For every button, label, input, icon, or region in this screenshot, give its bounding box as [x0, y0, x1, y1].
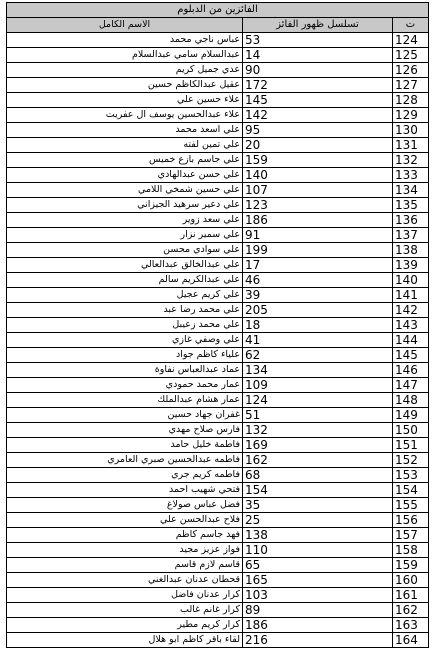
table-row: [7, 243, 429, 258]
table-row: [7, 78, 429, 93]
table-row: [7, 153, 429, 168]
table-row: [7, 288, 429, 303]
cell-full-name: علي سوادي محسن: [7, 243, 243, 258]
cell-full-name: علي تمين لفته: [7, 138, 243, 153]
cell-serial: 128: [393, 93, 429, 108]
table-header-row: [7, 18, 429, 33]
cell-appearance-order: 17: [243, 258, 393, 273]
cell-appearance-order: 65: [243, 558, 393, 573]
table-row: [7, 48, 429, 63]
cell-appearance-order: 41: [243, 333, 393, 348]
cell-serial: 126: [393, 63, 429, 78]
table-row: [7, 573, 429, 588]
table-row: [7, 168, 429, 183]
table-row: [7, 183, 429, 198]
table-row: [7, 348, 429, 363]
cell-full-name: علي اسعد محمد: [7, 123, 243, 138]
winners-table: [6, 2, 429, 648]
cell-serial: 129: [393, 108, 429, 123]
cell-full-name: علي عبدالكريم سالم: [7, 273, 243, 288]
cell-full-name: فارس صلاح مهدي: [7, 423, 243, 438]
cell-full-name: علي جاسم بازع خميس: [7, 153, 243, 168]
cell-serial: 146: [393, 363, 429, 378]
cell-appearance-order: 89: [243, 603, 393, 618]
table-row: [7, 213, 429, 228]
cell-serial: 152: [393, 453, 429, 468]
table-row: [7, 33, 429, 48]
cell-serial: 134: [393, 183, 429, 198]
cell-full-name: علي حسين شمخي اللامي: [7, 183, 243, 198]
table-row: [7, 423, 429, 438]
cell-full-name: فتحي شهيب احمد: [7, 483, 243, 498]
cell-serial: 148: [393, 393, 429, 408]
cell-full-name: عباس ناجي محمد: [7, 33, 243, 48]
cell-full-name: عقيل عبدالكاظم حسين: [7, 78, 243, 93]
cell-full-name: قاسم لازم قاسم: [7, 558, 243, 573]
cell-serial: 154: [393, 483, 429, 498]
cell-full-name: علي دعير سرهيد الجيزاني: [7, 198, 243, 213]
cell-full-name: فضل عباس صولاغ: [7, 498, 243, 513]
cell-full-name: علي كريم عجيل: [7, 288, 243, 303]
cell-serial: 138: [393, 243, 429, 258]
cell-appearance-order: 124: [243, 393, 393, 408]
table-row: [7, 138, 429, 153]
table-row: [7, 618, 429, 633]
table-row: [7, 273, 429, 288]
cell-appearance-order: 95: [243, 123, 393, 138]
cell-appearance-order: 107: [243, 183, 393, 198]
table-row: [7, 258, 429, 273]
cell-serial: 141: [393, 288, 429, 303]
table-row: [7, 228, 429, 243]
table-row: [7, 603, 429, 618]
cell-full-name: عماد عبدالعباس نفاوة: [7, 363, 243, 378]
cell-full-name: عمار محمد حمودي: [7, 378, 243, 393]
table-row: [7, 378, 429, 393]
cell-appearance-order: 103: [243, 588, 393, 603]
cell-appearance-order: 110: [243, 543, 393, 558]
cell-full-name: علي سعد زوير: [7, 213, 243, 228]
cell-full-name: كرار غانم غالب: [7, 603, 243, 618]
cell-serial: 147: [393, 378, 429, 393]
table-row: [7, 393, 429, 408]
cell-appearance-order: 91: [243, 228, 393, 243]
cell-serial: 133: [393, 168, 429, 183]
table-title: الفائزين من الدبلوم: [7, 3, 429, 18]
cell-serial: 162: [393, 603, 429, 618]
cell-appearance-order: 39: [243, 288, 393, 303]
table-row: [7, 528, 429, 543]
cell-serial: 137: [393, 228, 429, 243]
cell-serial: 153: [393, 468, 429, 483]
cell-appearance-order: 140: [243, 168, 393, 183]
cell-appearance-order: 46: [243, 273, 393, 288]
cell-serial: 155: [393, 498, 429, 513]
cell-appearance-order: 25: [243, 513, 393, 528]
cell-appearance-order: 205: [243, 303, 393, 318]
cell-full-name: فلاح عبدالحسن علي: [7, 513, 243, 528]
cell-full-name: علي حسن عبدالهادي: [7, 168, 243, 183]
cell-appearance-order: 145: [243, 93, 393, 108]
cell-serial: 140: [393, 273, 429, 288]
cell-full-name: علي سمير نزار: [7, 228, 243, 243]
cell-serial: 160: [393, 573, 429, 588]
header-serial: ت: [393, 18, 429, 33]
table-row: [7, 333, 429, 348]
table-row: [7, 438, 429, 453]
cell-appearance-order: 134: [243, 363, 393, 378]
table-row: [7, 633, 429, 648]
cell-appearance-order: 162: [243, 453, 393, 468]
cell-serial: 131: [393, 138, 429, 153]
cell-serial: 159: [393, 558, 429, 573]
table-row: [7, 303, 429, 318]
cell-appearance-order: 159: [243, 153, 393, 168]
cell-serial: 135: [393, 198, 429, 213]
table-row: [7, 588, 429, 603]
cell-serial: 136: [393, 213, 429, 228]
cell-appearance-order: 53: [243, 33, 393, 48]
cell-full-name: عبدالسلام سامي عبدالسلام: [7, 48, 243, 63]
cell-serial: 163: [393, 618, 429, 633]
cell-full-name: قحطان عدنان عبدالغني: [7, 573, 243, 588]
cell-appearance-order: 199: [243, 243, 393, 258]
cell-appearance-order: 154: [243, 483, 393, 498]
table-row: [7, 483, 429, 498]
cell-appearance-order: 132: [243, 423, 393, 438]
cell-appearance-order: 35: [243, 498, 393, 513]
cell-full-name: فاطمة خليل حامد: [7, 438, 243, 453]
cell-serial: 158: [393, 543, 429, 558]
cell-serial: 132: [393, 153, 429, 168]
cell-appearance-order: 138: [243, 528, 393, 543]
table-title-row: [7, 3, 429, 18]
cell-appearance-order: 165: [243, 573, 393, 588]
table-body: [7, 3, 429, 648]
table-row: [7, 408, 429, 423]
cell-appearance-order: 62: [243, 348, 393, 363]
table-row: [7, 108, 429, 123]
cell-appearance-order: 172: [243, 78, 393, 93]
cell-serial: 151: [393, 438, 429, 453]
cell-appearance-order: 216: [243, 633, 393, 648]
cell-serial: 144: [393, 333, 429, 348]
cell-appearance-order: 14: [243, 48, 393, 63]
cell-appearance-order: 90: [243, 63, 393, 78]
cell-full-name: علياء كاظم جواد: [7, 348, 243, 363]
table-row: [7, 198, 429, 213]
cell-appearance-order: 169: [243, 438, 393, 453]
cell-appearance-order: 142: [243, 108, 393, 123]
cell-full-name: علي وصفي غازي: [7, 333, 243, 348]
cell-full-name: عدي جميل كريم: [7, 63, 243, 78]
cell-full-name: كرار كريم مطير: [7, 618, 243, 633]
cell-full-name: فاطمه عبدالحسين صبري العامري: [7, 453, 243, 468]
table-row: [7, 513, 429, 528]
cell-full-name: فاطمه كريم جري: [7, 468, 243, 483]
table-row: [7, 453, 429, 468]
cell-serial: 157: [393, 528, 429, 543]
cell-appearance-order: 18: [243, 318, 393, 333]
header-appearance-order: تسلسل ظهور الفائز: [243, 18, 393, 33]
cell-appearance-order: 123: [243, 198, 393, 213]
table-row: [7, 318, 429, 333]
header-full-name: الاسم الكامل: [7, 18, 243, 33]
cell-full-name: فواز عزيز مجيد: [7, 543, 243, 558]
cell-full-name: فهد جاسم كاظم: [7, 528, 243, 543]
cell-serial: 156: [393, 513, 429, 528]
cell-serial: 161: [393, 588, 429, 603]
cell-serial: 143: [393, 318, 429, 333]
cell-serial: 142: [393, 303, 429, 318]
cell-appearance-order: 20: [243, 138, 393, 153]
cell-serial: 127: [393, 78, 429, 93]
cell-serial: 145: [393, 348, 429, 363]
cell-serial: 149: [393, 408, 429, 423]
table-row: [7, 363, 429, 378]
table-row: [7, 558, 429, 573]
cell-appearance-order: 68: [243, 468, 393, 483]
cell-full-name: علي عبدالخالق عبدالعالي: [7, 258, 243, 273]
cell-appearance-order: 51: [243, 408, 393, 423]
cell-full-name: علاء حسين علي: [7, 93, 243, 108]
cell-full-name: علي محمد زعيبل: [7, 318, 243, 333]
cell-serial: 125: [393, 48, 429, 63]
table-row: [7, 63, 429, 78]
cell-serial: 150: [393, 423, 429, 438]
table-row: [7, 498, 429, 513]
cell-serial: 139: [393, 258, 429, 273]
cell-full-name: علاء عبدالحسين يوسف ال عفريت: [7, 108, 243, 123]
cell-full-name: لقاء باقر كاظم ابو هلال: [7, 633, 243, 648]
cell-full-name: كرار عدنان فاضل: [7, 588, 243, 603]
cell-appearance-order: 186: [243, 618, 393, 633]
table-row: [7, 468, 429, 483]
cell-serial: 124: [393, 33, 429, 48]
table-row: [7, 93, 429, 108]
cell-serial: 130: [393, 123, 429, 138]
cell-serial: 164: [393, 633, 429, 648]
cell-full-name: عمار هشام عبدالملك: [7, 393, 243, 408]
cell-full-name: علي محمد رضا عبد: [7, 303, 243, 318]
table-row: [7, 543, 429, 558]
table-row: [7, 123, 429, 138]
cell-appearance-order: 109: [243, 378, 393, 393]
cell-full-name: غفران جهاد حسين: [7, 408, 243, 423]
cell-appearance-order: 186: [243, 213, 393, 228]
